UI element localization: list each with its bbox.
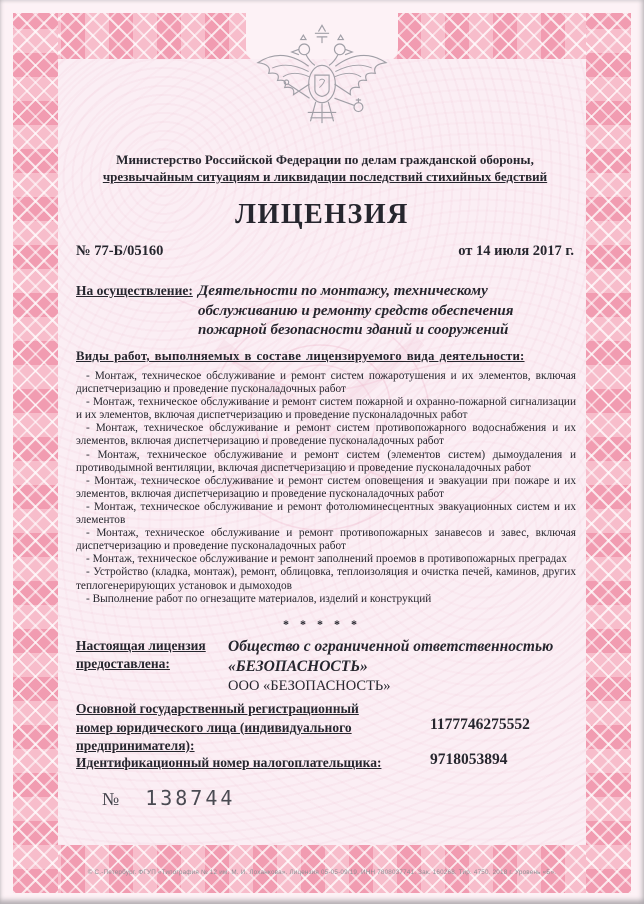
license-date: от 14 июля 2017 г. <box>458 243 574 259</box>
blank-form-number <box>102 786 235 810</box>
stars-separator: * * * * * <box>283 617 361 631</box>
grantee-section <box>76 637 578 695</box>
blank-number-digits: 138744 <box>145 786 236 810</box>
double-headed-eagle-icon <box>242 20 402 140</box>
border-band-right <box>586 13 631 893</box>
grantee-name-short: ООО «БЕЗОПАСНОСТЬ» <box>228 678 391 694</box>
work-item: - Монтаж, техническое обслуживание и ремонт фотолюминесцентных эвакуационных систем и их элементов <box>76 500 576 527</box>
license-number-row <box>76 243 574 260</box>
grantee-value <box>228 637 578 695</box>
document-title: ЛИЦЕНЗИЯ <box>235 199 409 230</box>
works-heading: Виды работ, выполняемых в составе лицензируемого вида деятельности: <box>76 349 525 363</box>
work-item: - Монтаж, техническое обслуживание и ремонт систем оповещения и эвакуации при пожаре и их элементов, включая диспетчеризацию и проведение пусконаладочных работ <box>76 474 576 500</box>
work-item: - Монтаж, техническое обслуживание и ремонт систем (элементов систем) дымоудаления и противодымной вентиляции, включая диспетчеризацию и проведение пусконаладочных работ <box>76 448 576 474</box>
ogrn-label: Основной государственный регистрационный номер юридического лица (индивидуального предпринимателя): <box>76 701 359 753</box>
activity-section <box>76 282 578 341</box>
number-sign: № <box>102 789 120 809</box>
work-item: - Монтаж, техническое обслуживание и ремонт систем пожарной и охранно-пожарной сигнализации и их элементов, включая диспетчеризацию и проведение пусконаладочных работ <box>76 396 576 422</box>
printer-imprint: © С.-Петербург. ФГУП «Типография № 12 им. М. И. Лоханкова». Лицензия 05-05-09/19, ИНН 7808037741. Зак. 160268. Тир. 4750. 2018 г. Уровень «Б». <box>87 869 557 876</box>
work-item: - Монтаж, техническое обслуживание и ремонт систем пожаротушения и их элементов, включая диспетчеризацию и проведение пусконаладочных работ <box>76 370 576 396</box>
ministry-line2: чрезвычайным ситуациям и ликвидации последствий стихийных бедствий <box>102 168 548 184</box>
ministry-header <box>68 152 582 185</box>
activity-label: На осуществление: <box>76 283 193 298</box>
work-item: - Устройство (кладка, монтаж), ремонт, облицовка, теплоизоляция и очистка печей, каминов, других теплогенерирующих установок и дымоходов <box>76 566 576 592</box>
works-list <box>76 370 576 606</box>
border-band-left <box>13 13 58 893</box>
work-item: - Монтаж, техническое обслуживание и ремонт противопожарных занавесов и завес, включая диспетчеризацию и проведение пусконаладочных работ <box>76 527 576 553</box>
license-number: № 77-Б/05160 <box>76 243 164 259</box>
inn-label: Идентификационный номер налогоплательщика: <box>76 755 382 770</box>
work-item: - Монтаж, техническое обслуживание и ремонт заполнений проемов в противопожарных преградах <box>86 553 567 566</box>
work-item: - Монтаж, техническое обслуживание и ремонт систем противопожарного водоснабжения и их элементов, включая диспетчеризацию и проведение пусконаладочных работ <box>76 422 576 448</box>
activity-value: Деятельности по монтажу, техническому обслуживанию и ремонту средств обеспечения пожарной безопасности зданий и сооружений <box>198 283 514 338</box>
ministry-line1: Министерство Российской Федерации по делам гражданской обороны, <box>116 152 534 167</box>
inn-value: 9718053894 <box>430 751 508 768</box>
work-item: - Выполнение работ по огнезащите материалов, изделий и конструкций <box>86 592 432 605</box>
grantee-label: Настоящая лицензия предоставлена: <box>76 638 206 671</box>
ogrn-value: 1177746275552 <box>430 716 530 733</box>
grantee-name-full: Общество с ограниченной ответственностью «БЕЗОПАСНОСТЬ» <box>228 638 554 675</box>
